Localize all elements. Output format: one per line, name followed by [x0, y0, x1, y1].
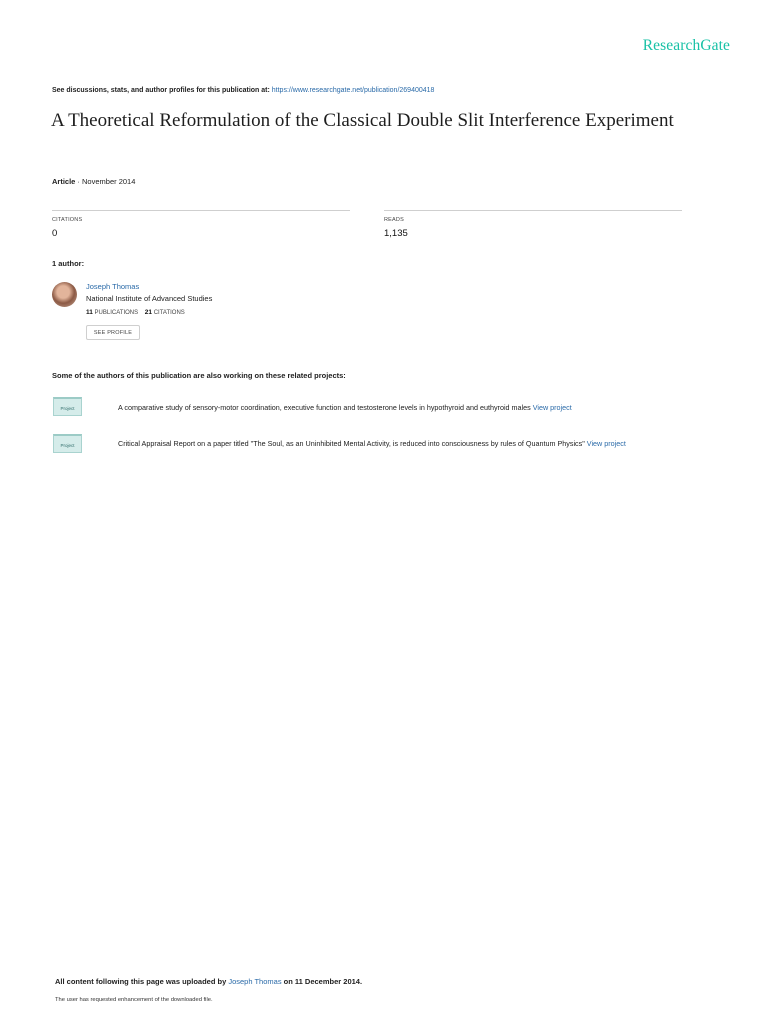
author-publications-count: 11 [86, 309, 93, 316]
author-institution: National Institute of Advanced Studies [86, 294, 213, 303]
project-folder-icon: Project [53, 397, 82, 416]
reads-divider [384, 210, 682, 211]
author-publications-label: PUBLICATIONS [94, 310, 139, 316]
see-discussions-line [52, 87, 434, 94]
reads-value: 1,135 [384, 228, 408, 239]
uploader-link[interactable]: Joseph Thomas [228, 977, 282, 986]
see-profile-button[interactable]: SEE PROFILE [86, 325, 140, 340]
project-title: A comparative study of sensory-motor coordination, executive function and testosterone levels in hypothyroid and euthyroid males [118, 403, 533, 412]
upload-prefix: All content following this page was uploaded by [55, 977, 229, 986]
citations-value: 0 [52, 228, 58, 239]
publication-type: Article [52, 177, 76, 186]
publication-meta [52, 177, 135, 186]
meta-separator: · [75, 177, 83, 186]
publication-title: A Theoretical Reformulation of the Classical Double Slit Interference Experiment [51, 110, 674, 131]
authors-heading: 1 author: [52, 259, 85, 268]
view-project-link[interactable]: View project [586, 439, 626, 448]
see-discussions-text: See discussions, stats, and author profiles for this publication at: [52, 87, 272, 94]
project-title: Critical Appraisal Report on a paper titled "The Soul, as an Uninhibited Mental Activity, is reduced into consciousness by rules of Quantum Physics" [118, 439, 587, 448]
publication-url-link[interactable]: https://www.researchgate.net/publication/269400418 [271, 87, 435, 94]
project-item [118, 439, 626, 448]
reads-label: READS [384, 217, 404, 223]
author-citations-label: CITATIONS [153, 310, 185, 316]
citations-divider [52, 210, 350, 211]
upload-suffix: on 11 December 2014. [281, 977, 363, 986]
enhancement-request-note: The user has requested enhancement of the downloaded file. [55, 997, 213, 1003]
citations-label: CITATIONS [52, 217, 83, 223]
project-item [118, 403, 572, 412]
author-stats [86, 309, 185, 316]
author-citations-count: 21 [144, 309, 153, 316]
view-project-link[interactable]: View project [532, 403, 572, 412]
author-avatar[interactable] [52, 282, 77, 307]
researchgate-logo: ResearchGate [642, 37, 730, 54]
publication-date: November 2014 [82, 177, 136, 186]
project-folder-icon: Project [53, 434, 82, 453]
related-projects-heading: Some of the authors of this publication are also working on these related projects: [52, 371, 346, 380]
author-name-link[interactable]: Joseph Thomas [86, 282, 140, 291]
upload-notice [55, 977, 362, 986]
